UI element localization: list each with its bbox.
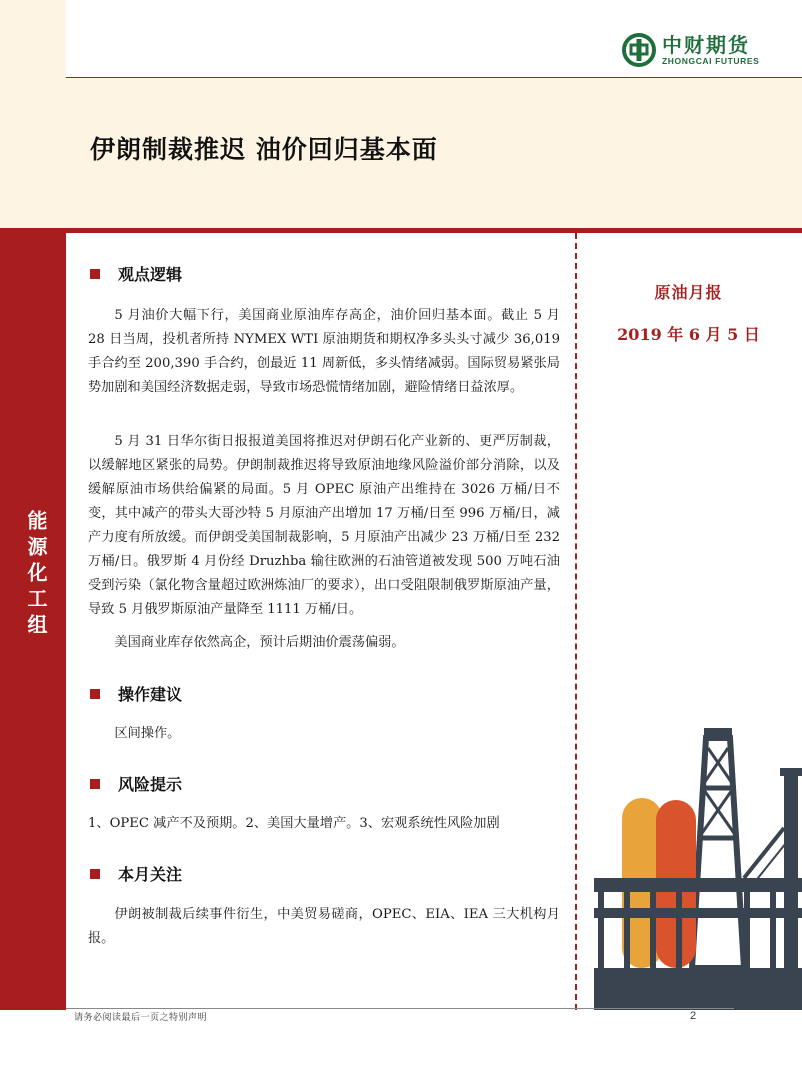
advice-text: 区间操作。 — [114, 726, 181, 741]
company-logo — [622, 28, 782, 72]
footer-disclaimer: 请务必阅读最后一页之特别声明 — [74, 1013, 208, 1023]
focus-text: 伊朗被制裁后续事件衍生，中美贸易磋商，OPEC、EIA、IEA 三大机构月报。 — [88, 907, 560, 946]
section-heading-logic — [90, 262, 182, 285]
section-heading-text: 观点逻辑 — [118, 265, 183, 284]
team-side-label: 能源化工组 — [24, 510, 48, 640]
page-number: 2 — [690, 1010, 697, 1022]
logic-paragraph-3: 美国商业库存依然高企，预计后期油价震荡偏弱。 — [114, 635, 405, 650]
section-heading-focus — [90, 862, 182, 885]
title-band-bottom-border — [66, 228, 802, 233]
logo-name-en: ZHONGCAI FUTURES — [662, 55, 760, 66]
refinery-illustration-icon — [594, 728, 802, 1010]
square-bullet-icon — [90, 869, 100, 879]
section-heading-advice — [90, 682, 182, 705]
page-title: 伊朗制裁推迟 油价回归基本面 — [90, 135, 438, 164]
section-heading-text: 本月关注 — [118, 865, 183, 884]
logo-name-cn: 中财期货 — [662, 32, 750, 57]
square-bullet-icon — [90, 689, 100, 699]
logic-paragraph-2: 5 月 31 日华尔街日报报道美国将推迟对伊朗石化产业新的、更严厉制裁，以缓解地区紧张的局势。伊朗制裁推迟将导致原油地缘风险溢价部分消除，以及缓解原油市场供给偏紧的局面。5 月 OPEC 原油产出维持在 3026 万桶/日不变，其中减产的带头大哥沙特 5 月原油产出增加 17 万桶/日至 996 万桶/日，减产力度有所放缓。而伊朗受美国制裁影响，5 月原油产出减少 23 万桶/日至 232 万桶/日。俄罗斯 4 月份经 Druzhba 输往欧洲的石油管道被发现 500 万吨石油受到污染（氯化物含量超过欧洲炼油厂的要求），出口受阻限制俄罗斯原油产量，导致 5 月俄罗斯原油产量降至 1111 万桶/日。 — [88, 434, 560, 617]
section-heading-risk — [90, 772, 182, 795]
footer-divider — [66, 1008, 734, 1009]
risk-text: 1、OPEC 减产不及预期。2、美国大量增产。3、宏观系统性风险加剧 — [88, 816, 500, 831]
report-type: 原油月报 — [654, 283, 723, 302]
logic-paragraph-1: 5 月油价大幅下行，美国商业原油库存高企，油价回归基本面。截止 5 月 28 日当周，投机者所持 NYMEX WTI 原油期货和期权净多头头寸减少 36,019 手合约至 200,390 手合约，创最近 11 周新低，多头情绪减弱。国际贸易紧张局势加剧和美国经济数据走弱，导致市场恐慌情绪加剧，避险情绪日益浓厚。 — [88, 308, 560, 395]
report-date: 2019 年 6 月 5 日 — [617, 325, 760, 344]
section-heading-text: 操作建议 — [118, 685, 183, 704]
zhongcai-logo-icon — [622, 33, 656, 67]
left-strip-cream — [0, 0, 66, 228]
square-bullet-icon — [90, 779, 100, 789]
square-bullet-icon — [90, 269, 100, 279]
section-heading-text: 风险提示 — [118, 775, 183, 794]
column-divider — [575, 233, 577, 1010]
